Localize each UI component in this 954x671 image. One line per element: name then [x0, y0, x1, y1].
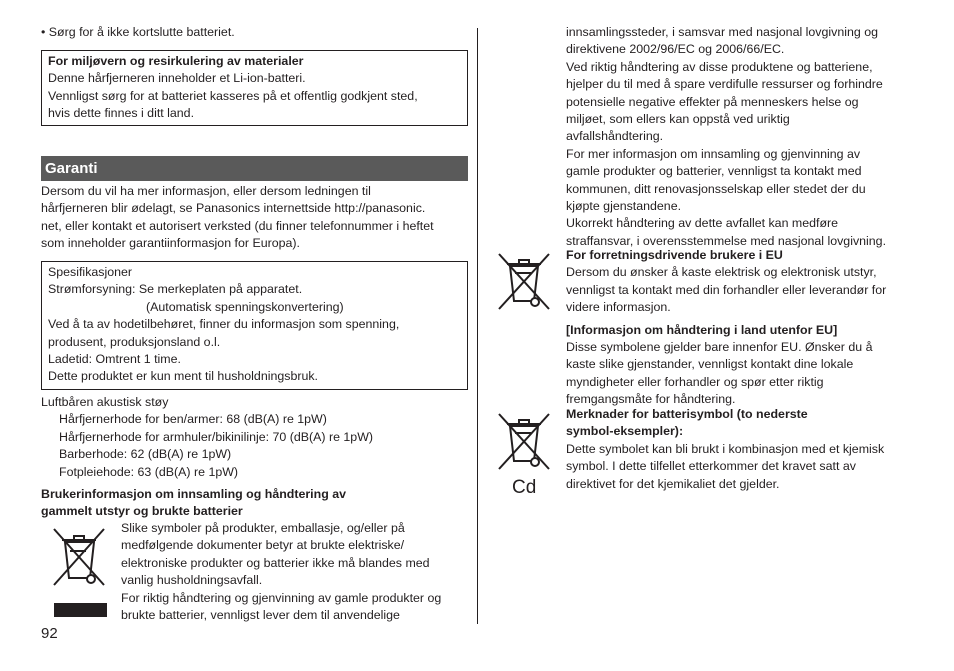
black-bar-symbol [54, 603, 107, 617]
intro-line: For mer informasjon om innsamling og gjenvinning av [566, 146, 861, 161]
environment-line: Vennligst sørg for at batteriet kasseres på et offentlig godkjent sted, [48, 88, 418, 103]
battery-line: direktivet for det kjemikaliet det gjelder. [566, 476, 780, 491]
intro-line: Ved riktig håndtering av disse produktene og batteriene, [566, 59, 873, 74]
intro-line: straffansvar, i overensstemmelse med nasjonal lovgivning. [566, 233, 887, 248]
business-line: videre informasjon. [566, 300, 671, 315]
user-info-line: elektroniske produkter og batterier ikke må blandes med [121, 555, 430, 570]
business-line: Dersom du ønsker å kaste elektrisk og elektronisk utstyr, [566, 265, 877, 280]
user-info-title-line: gammelt utstyr og brukte batterier [41, 504, 243, 519]
outside-eu-line: myndigheter eller forhandler og spør etter riktig [566, 374, 824, 389]
intro-line: innsamlingssteder, i samsvar med nasjonal lovgivning og [566, 25, 878, 39]
noise-item: Hårfjernerhode for ben/armer: 68 (dB(A) re 1pW) [59, 412, 327, 427]
outside-eu-title: [Informasjon om håndtering i land utenfor EU] [566, 322, 838, 337]
intro-line: kommunen, ditt renovasjonsselskap eller stedet der du [566, 181, 866, 196]
intro-line: avfallshåndtering. [566, 129, 664, 144]
intro-line: potensielle negative effekter på menneskers helse og [566, 94, 859, 109]
environment-box [41, 50, 468, 126]
user-info-line: medfølgende dokumenter betyr at brukte elektriske/ [121, 538, 405, 553]
intro-line: kjøpte gjenstandene. [566, 199, 682, 214]
battery-line: symbol. I dette tilfellet etterkommer det kravet satt av [566, 459, 856, 474]
business-line: vennligst ta kontakt med din forhandler eller leverandør for [566, 282, 887, 297]
spec-household: Dette produktet er kun ment til husholdningsbruk. [48, 369, 318, 384]
environment-title: For miljøvern og resirkulering av materialer [48, 54, 304, 68]
crossed-out-wheelie-bin-icon [494, 250, 554, 312]
garanti-line: Dersom du vil ha mer informasjon, eller dersom ledningen til [41, 184, 371, 198]
intro-line: Ukorrekt håndtering av dette avfallet kan medføre [566, 216, 839, 231]
user-info-line: For riktig håndtering og gjenvinning av gamle produkter og [121, 590, 442, 605]
user-info-line: brukte batterier, vennligst lever dem til anvendelige [121, 608, 400, 623]
outside-eu-line: kaste slike gjenstander, vennligst kontakt dine lokale [566, 357, 854, 372]
battery-title-line: symbol-eksempler): [566, 424, 684, 439]
intro-line: direktivene 2002/96/EC og 2006/66/EC. [566, 42, 785, 57]
business-title: For forretningsdrivende brukere i EU [566, 248, 783, 262]
disposal-intro [566, 24, 916, 250]
spec-auto: (Automatisk spenningskonvertering) [146, 299, 344, 314]
noise-section [41, 394, 468, 481]
crossed-out-wheelie-bin-icon [46, 523, 112, 589]
section-heading-garanti: Garanti [41, 156, 468, 181]
battery-symbol-section [566, 406, 916, 493]
outside-eu-line: Disse symbolene gjelder bare innenfor EU. Ønsker du å [566, 340, 873, 355]
spec-charge: Ladetid: Omtrent 1 time. [48, 352, 181, 367]
battery-title-line: Merknader for batterisymbol (to nederste [566, 407, 808, 421]
noise-item: Barberhode: 62 (dB(A) re 1pW) [59, 447, 232, 462]
user-info-title [41, 486, 468, 521]
intro-line: hjelper du til med å spare verdifulle ressurser og forhindre [566, 77, 883, 92]
garanti-line: hårfjerneren blir ødelagt, se Panasonics internettside http://panasonic. [41, 201, 426, 216]
environment-line: Denne hårfjerneren inneholder et Li-ion-batteri. [48, 71, 306, 86]
specifications-box [41, 261, 468, 390]
business-users-section [566, 247, 916, 409]
garanti-line: net, eller kontakt et autorisert verksted (du finner telefonnummer i heftet [41, 218, 434, 233]
chemical-symbol: Cd [512, 477, 537, 498]
user-info-line: Slike symboler på produkter, emballasje, og/eller på [121, 521, 405, 535]
column-divider [477, 28, 478, 624]
user-info-title-line: Brukerinformasjon om innsamling og håndtering av [41, 487, 346, 501]
crossed-out-wheelie-bin-icon [494, 410, 554, 472]
environment-line: hvis dette finnes i ditt land. [48, 106, 195, 121]
noise-item: Hårfjernerhode for armhuler/bikinilinje: 70 (dB(A) re 1pW) [59, 429, 374, 444]
battery-line: Dette symbolet kan bli brukt i kombinasjon med et kjemisk [566, 441, 885, 456]
spec-line: produsent, produksjonsland o.l. [48, 334, 221, 349]
noise-title: Luftbåren akustisk støy [41, 395, 169, 409]
garanti-line: som inneholder garantiinformasjon for Europa). [41, 236, 300, 251]
intro-line: gamle produkter og batterier, vennligst ta kontakt med [566, 164, 862, 179]
outside-eu-line: fremgangsmåte for håndtering. [566, 392, 736, 407]
short-circuit-note: • Sørg for å ikke kortslutte batteriet. [41, 25, 235, 39]
user-info-line: vanlig husholdningsavfall. [121, 573, 263, 588]
spec-power: Strømforsyning: Se merkeplaten på apparatet. [48, 282, 303, 297]
spec-title: Spesifikasjoner [48, 265, 133, 279]
intro-line: miljøet, som ellers kan oppstå ved uriktig [566, 112, 790, 127]
noise-item: Fotpleiehode: 63 (dB(A) re 1pW) [59, 464, 239, 479]
garanti-text [41, 183, 468, 253]
page-number: 92 [41, 625, 58, 642]
user-info-text [121, 520, 471, 624]
spec-line: Ved å ta av hodetilbehøret, finner du informasjon som spenning, [48, 317, 400, 332]
